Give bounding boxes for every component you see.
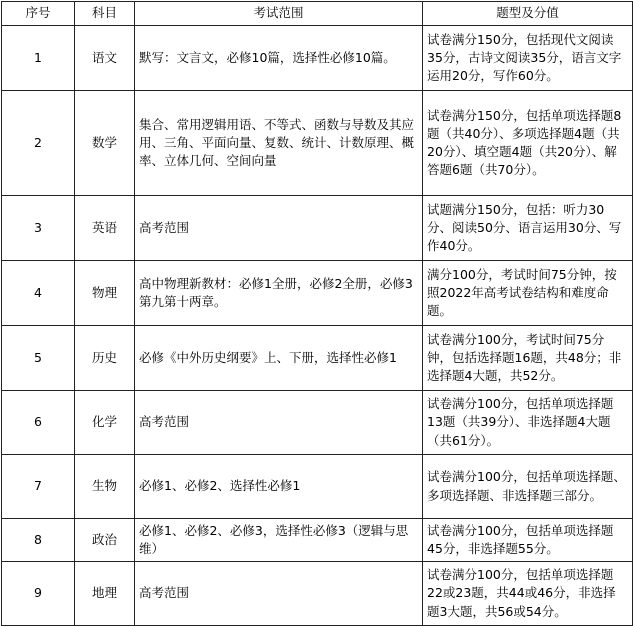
row-index: 6 (2, 391, 75, 455)
table-header-row (2, 2, 633, 26)
row-format: 试卷满分150分，包括现代文阅读35分，古诗文阅读35分，语言文字运用20分，写作60分。 (423, 26, 633, 91)
table-row (2, 562, 633, 626)
table-row (2, 455, 633, 519)
row-scope: 默写：文言文，必修10篇，选择性必修10篇。 (135, 26, 423, 91)
row-format: 试卷满分100分，包括单项选择题45分，非选择题55分。 (423, 519, 633, 562)
row-subject: 化学 (75, 391, 135, 455)
row-subject: 物理 (75, 261, 135, 326)
row-subject: 数学 (75, 91, 135, 196)
row-index: 2 (2, 91, 75, 196)
row-scope: 高考范围 (135, 391, 423, 455)
row-subject: 政治 (75, 519, 135, 562)
exam-schedule-table (1, 1, 633, 626)
table-row (2, 519, 633, 562)
row-format: 试卷满分100分，包括单项选择题22或23题，共44或46分，非选择题3大题，共56或54分。 (423, 562, 633, 626)
row-format: 试卷满分150分，包括单项选择题8题（共40分）、多项选择题4题（共20分）、填空题4题（共20分）、解答题6题（共70分）。 (423, 91, 633, 196)
table-row (2, 391, 633, 455)
row-format: 试卷满分100分，包括单项选择题、多项选择题、非选择题三部分。 (423, 455, 633, 519)
row-format: 试卷满分100分，考试时间75分钟，包括选择题16题，共48分；非选择题4大题，共52分。 (423, 326, 633, 391)
row-index: 5 (2, 326, 75, 391)
table-row (2, 261, 633, 326)
row-format: 满分100分，考试时间75分钟，按照2022年高考试卷结构和难度命题。 (423, 261, 633, 326)
row-index: 8 (2, 519, 75, 562)
table-row (2, 91, 633, 196)
row-scope: 必修1、必修2、必修3，选择性必修3（逻辑与思维） (135, 519, 423, 562)
row-index: 4 (2, 261, 75, 326)
table-row (2, 326, 633, 391)
row-index: 7 (2, 455, 75, 519)
row-format: 试卷满分100分，包括单项选择题13题（共39分）、非选择题4大题（共61分）。 (423, 391, 633, 455)
header-index: 序号 (2, 2, 75, 26)
row-subject: 地理 (75, 562, 135, 626)
row-index: 9 (2, 562, 75, 626)
row-scope: 必修1、必修2、选择性必修1 (135, 455, 423, 519)
row-scope: 必修《中外历史纲要》上、下册，选择性必修1 (135, 326, 423, 391)
header-format: 题型及分值 (423, 2, 633, 26)
row-subject: 语文 (75, 26, 135, 91)
header-scope: 考试范围 (135, 2, 423, 26)
row-format: 试题满分150分，包括：听力30分、阅读50分、语言运用30分、写作40分。 (423, 196, 633, 261)
table-row (2, 26, 633, 91)
row-scope: 高考范围 (135, 562, 423, 626)
row-index: 1 (2, 26, 75, 91)
row-subject: 生物 (75, 455, 135, 519)
row-scope: 集合、常用逻辑用语、不等式、函数与导数及其应用、三角、平面向量、复数、统计、计数原理、概率、立体几何、空间向量 (135, 91, 423, 196)
row-scope: 高考范围 (135, 196, 423, 261)
row-subject: 历史 (75, 326, 135, 391)
header-subject: 科目 (75, 2, 135, 26)
row-subject: 英语 (75, 196, 135, 261)
row-scope: 高中物理新教材：必修1全册，必修2全册，必修3第九第十两章。 (135, 261, 423, 326)
table-row (2, 196, 633, 261)
row-index: 3 (2, 196, 75, 261)
